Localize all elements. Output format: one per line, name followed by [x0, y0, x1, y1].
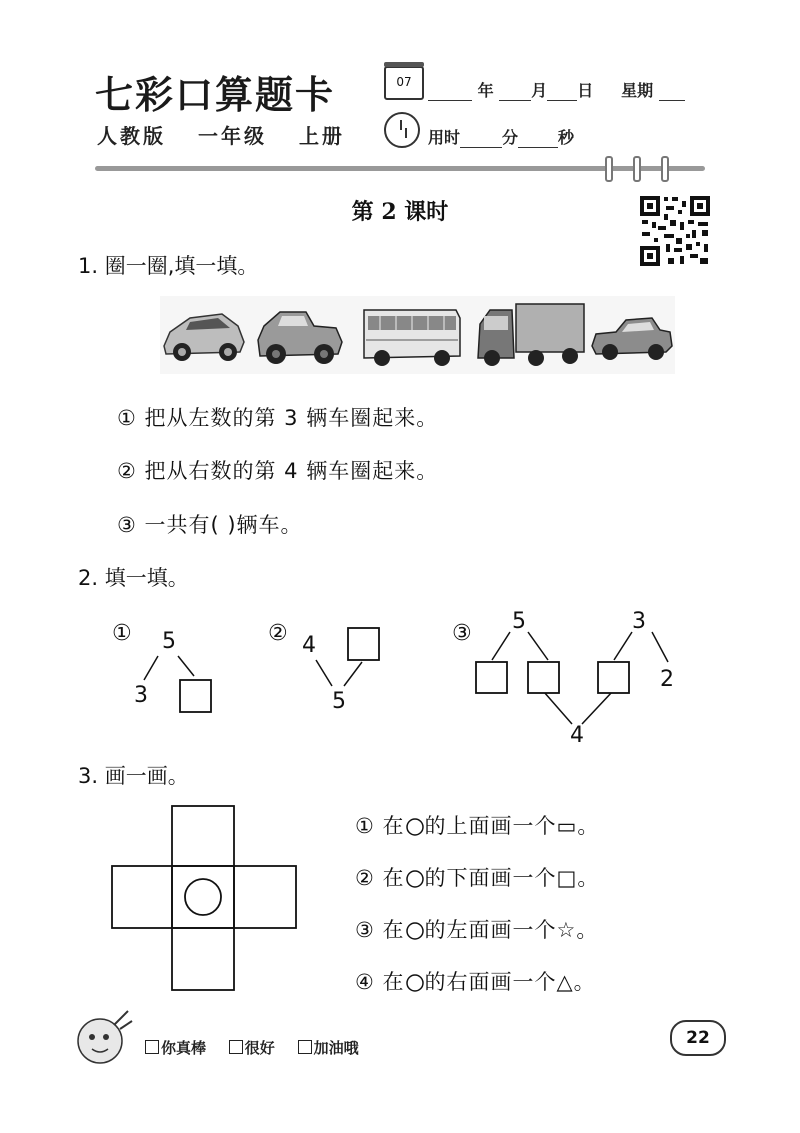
time-label: 用时: [428, 128, 461, 147]
brand-title: 七彩口算题卡: [95, 72, 336, 117]
time-fields: [428, 125, 574, 148]
bond-line: [652, 632, 668, 662]
circle-icon: [405, 973, 425, 993]
q3-item-end: 。: [573, 970, 596, 994]
circle-icon: [405, 921, 425, 941]
tree-number: 5: [332, 689, 346, 714]
minute-label: 分: [502, 128, 519, 147]
checkbox-icon[interactable]: [145, 1040, 159, 1054]
weekday-label: 星期: [621, 81, 654, 100]
second-label: 秒: [558, 128, 575, 147]
day-label: 日: [577, 81, 594, 100]
lesson-title: 第 2 课时: [351, 199, 449, 225]
tree-label: ③: [452, 621, 472, 646]
grid-cell-bottom[interactable]: [172, 928, 234, 990]
tree-number: 4: [570, 723, 584, 748]
bond-line: [528, 632, 548, 660]
q3-item-1: [355, 810, 599, 840]
answer-box[interactable]: [180, 680, 211, 712]
minute-blank[interactable]: [460, 133, 502, 148]
bond-line: [178, 656, 194, 676]
cross-grid: [110, 804, 300, 994]
tree-label: ①: [112, 621, 132, 646]
checkbox-icon[interactable]: [229, 1040, 243, 1054]
q1-title: 1. 圈一圈,填一填。: [78, 254, 259, 278]
circle-icon: [405, 817, 425, 837]
bond-line: [316, 660, 332, 686]
month-label: 月: [531, 81, 548, 100]
second-blank[interactable]: [518, 133, 558, 148]
grid-cell-center: [172, 866, 234, 928]
circle-shape: [185, 879, 221, 915]
grid-cell-left[interactable]: [112, 866, 172, 928]
tree-number: 5: [512, 609, 526, 634]
q3-item-mid: 的下面画一个: [424, 866, 557, 890]
q1-item-1: ① 把从左数的第 3 辆车圈起来。: [117, 406, 439, 430]
q3-item-prefix: ④ 在: [355, 970, 405, 994]
q3-item-end: 。: [577, 814, 600, 838]
q1-item-3: ③ 一共有( )辆车。: [117, 513, 303, 537]
answer-box[interactable]: [598, 662, 629, 693]
calendar-icon: [384, 66, 424, 100]
bond-line: [544, 692, 572, 724]
q3-item-prefix: ② 在: [355, 866, 405, 890]
q3-item-end: 。: [576, 918, 599, 942]
page-number: 22: [670, 1020, 726, 1056]
mascot-icon: [70, 1005, 136, 1071]
grid-cell-right[interactable]: [234, 866, 296, 928]
rating-options: [145, 1037, 377, 1058]
number-bond-diagrams: [100, 600, 700, 750]
bond-line: [582, 692, 612, 724]
q3-item-prefix: ① 在: [355, 814, 405, 838]
tree-number: 5: [162, 629, 176, 654]
day-blank[interactable]: [547, 86, 577, 101]
rating-option[interactable]: [145, 1039, 206, 1057]
q1-item-2: ② 把从右数的第 4 辆车圈起来。: [117, 459, 439, 483]
volume: 上册: [298, 124, 345, 148]
checkbox-icon[interactable]: [298, 1040, 312, 1054]
truck-icon[interactable]: [478, 304, 584, 366]
bond-line: [492, 632, 510, 660]
grid-cell-top[interactable]: [172, 806, 234, 866]
qr-code-icon: [638, 194, 712, 268]
tree-number: 2: [660, 667, 674, 692]
ring-icon: [605, 156, 613, 182]
q3-item-end: 。: [577, 866, 600, 890]
circle-icon: [405, 869, 425, 889]
q3-item-4: [355, 966, 596, 996]
calendar-number: 07: [396, 75, 412, 89]
clock-icon: [384, 112, 420, 148]
bond-line: [614, 632, 632, 660]
q3-item-3: [355, 914, 598, 944]
q3-item-mid: 的右面画一个: [424, 970, 557, 994]
date-fields: [428, 78, 685, 101]
month-blank[interactable]: [499, 86, 531, 101]
q3-item-mid: 的左面画一个: [424, 918, 557, 942]
answer-box[interactable]: [476, 662, 507, 693]
binder-rings: [605, 156, 689, 186]
vehicle-row: [160, 296, 675, 374]
tree-label: ②: [268, 621, 288, 646]
rating-option[interactable]: [229, 1039, 275, 1057]
edition: 人教版: [97, 124, 166, 148]
rating-label: 你真棒: [161, 1039, 207, 1057]
bus-icon[interactable]: [364, 310, 460, 366]
q3-item-prefix: ③ 在: [355, 918, 405, 942]
rating-option[interactable]: [298, 1039, 359, 1057]
ring-icon: [633, 156, 641, 182]
year-label: 年: [477, 81, 494, 100]
weekday-blank[interactable]: [659, 86, 685, 101]
rating-label: 加油哦: [313, 1039, 359, 1057]
grade: 一年级: [197, 124, 267, 148]
tree-number: 3: [134, 683, 148, 708]
q3-item-mid: 的上面画一个: [424, 814, 557, 838]
q3-item-2: [355, 862, 599, 892]
square-icon: □: [556, 866, 578, 890]
ring-icon: [661, 156, 669, 182]
brand-subtitle: [97, 120, 367, 149]
answer-box[interactable]: [528, 662, 559, 693]
year-blank[interactable]: [428, 86, 472, 101]
answer-box[interactable]: [348, 628, 379, 660]
tree-number: 3: [632, 609, 646, 634]
rating-label: 很好: [244, 1039, 275, 1057]
q2-title: 2. 填一填。: [78, 566, 189, 590]
rectangle-icon: ▭: [556, 814, 578, 838]
triangle-icon: △: [556, 970, 574, 994]
bond-line: [344, 662, 362, 686]
q3-title: 3. 画一画。: [78, 764, 189, 788]
bond-line: [144, 656, 158, 680]
tree-number: 4: [302, 633, 316, 658]
star-icon: ☆: [556, 918, 577, 942]
